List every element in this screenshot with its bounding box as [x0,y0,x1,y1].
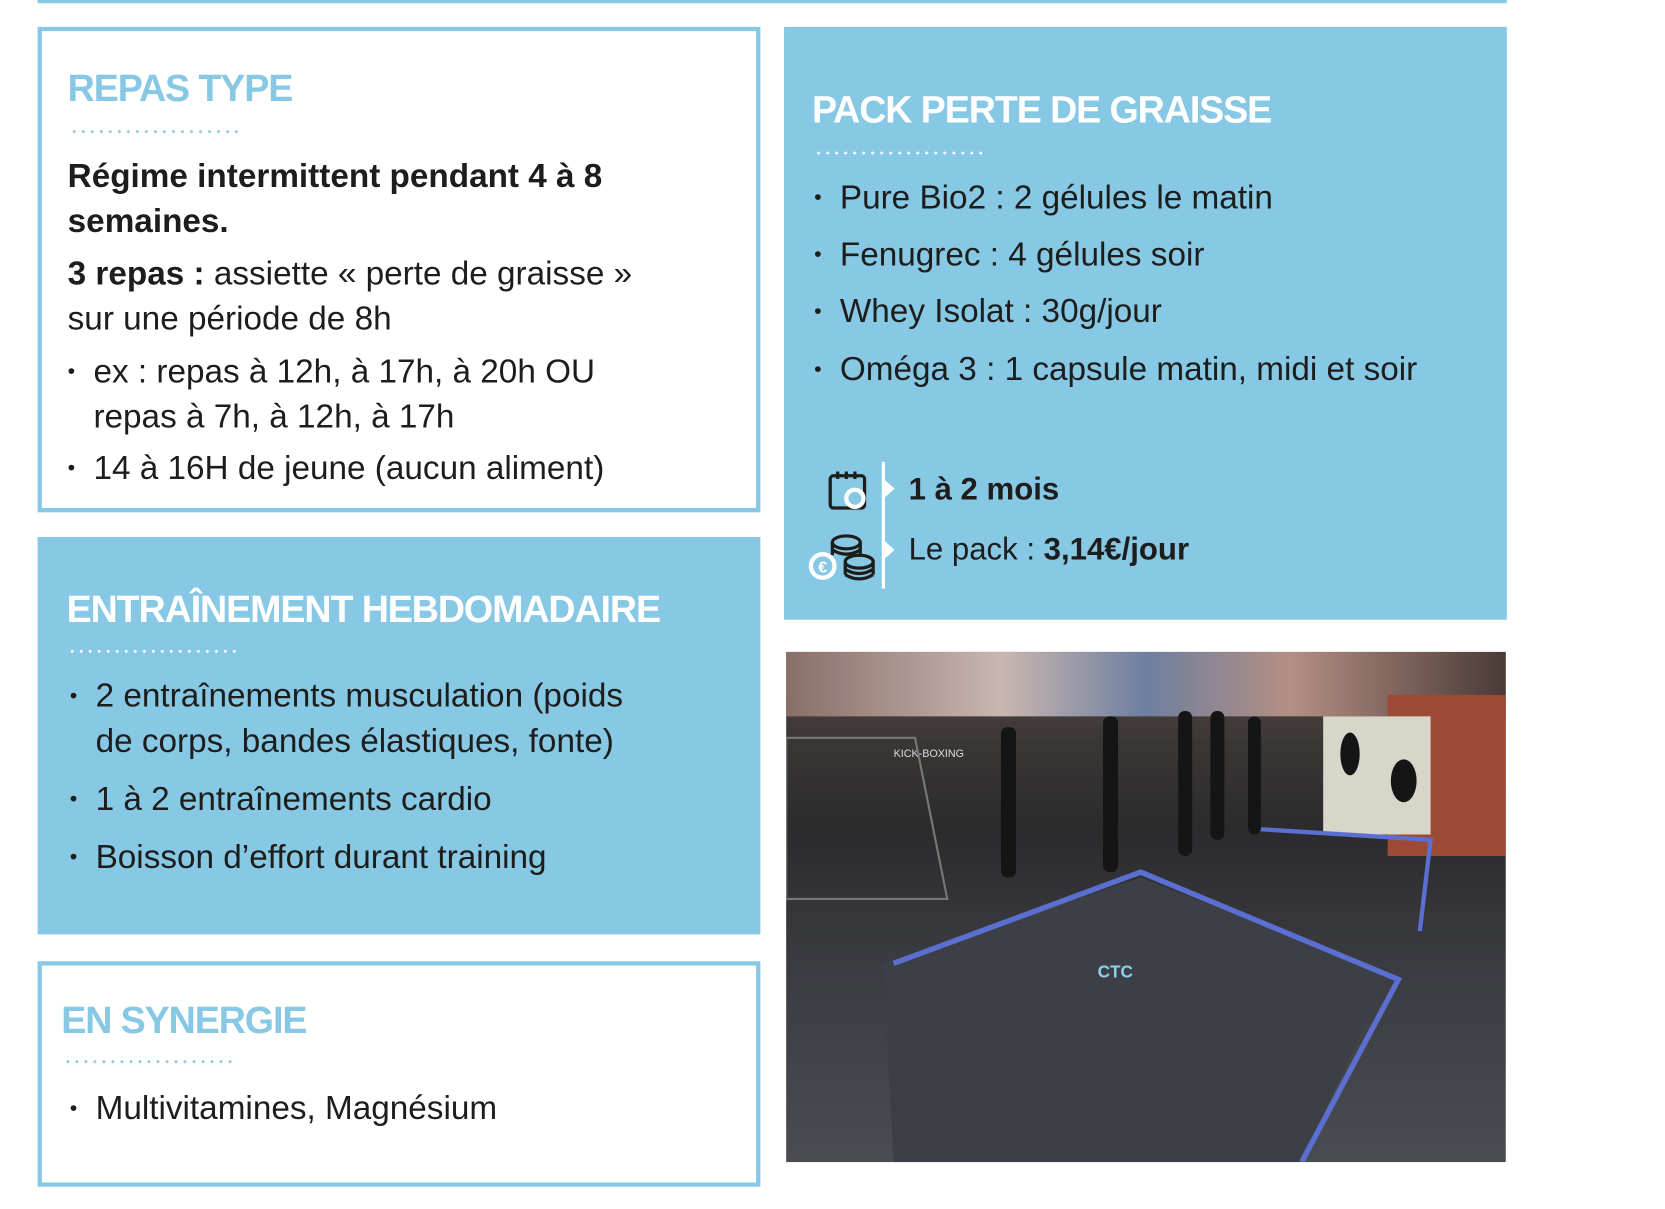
list-item: • 14 à 16H de jeune (aucun aliment) [68,446,605,491]
list-item-text: ex : repas à 12h, à 17h, à 20h OU [93,352,596,390]
kickboxing-sign: KICK-BOXING [893,748,964,761]
gym-logo: CTC [1097,963,1133,982]
dotted-divider [68,650,240,653]
list-item: • 1 à 2 entraînements cardio [70,777,492,822]
gym-photo [786,652,1506,1162]
entrainement-card [38,537,761,934]
card-title: REPAS TYPE [67,67,293,110]
top-divider [38,0,1507,3]
card-title: PACK PERTE DE GRAISSE [811,89,1272,132]
synergie-card [38,961,761,1187]
list-item: • Whey Isolat : 30g/jour [814,289,1162,334]
list-item-text: 2 entraînements musculation (poids [95,676,624,715]
list-item [68,349,595,439]
list-item: • Multivitamines, Magnésium [70,1086,497,1131]
card-title: ENTRAÎNEMENT HEBDOMADAIRE [66,588,660,631]
repas-bold: 3 repas : [67,254,205,293]
price-value: 3,14€/jour [1043,532,1190,568]
repas-line-2: sur une période de 8h [67,299,392,338]
price-label: Le pack : [908,532,1044,568]
list-item-text: repas à 7h, à 12h, à 17h [93,397,455,435]
list-item: • Oméga 3 : 1 capsule matin, midi et soir [814,347,1417,392]
mat-lines [786,652,1506,1162]
regime-line-2: semaines. [67,201,229,240]
list-item-text: de corps, bandes élastiques, fonte) [95,721,614,760]
repas-line [68,251,632,296]
price-line [909,527,1189,572]
list-item: • Boisson d’effort durant training [70,834,547,879]
pointer-arrow [885,480,895,497]
duration-text: 1 à 2 mois [908,472,1060,507]
dotted-divider [63,1060,235,1063]
pointer-arrow [885,541,895,558]
svg-text:€: € [818,558,828,577]
list-item [70,673,623,763]
dotted-divider [70,130,242,133]
list-item: • Pure Bio2 : 2 gélules le matin [814,175,1273,220]
dotted-divider [814,151,986,154]
card-title: EN SYNERGIE [61,999,307,1042]
repas-rest: assiette « perte de graisse » [204,254,633,293]
list-item: • Fenugrec : 4 gélules soir [814,232,1204,277]
regime-line-1: Régime intermittent pendant 4 à 8 [67,156,603,195]
coins-euro-icon [808,532,879,584]
pack-card [784,27,1507,620]
repas-type-card [38,27,761,512]
calendar-clock-icon [827,469,874,512]
